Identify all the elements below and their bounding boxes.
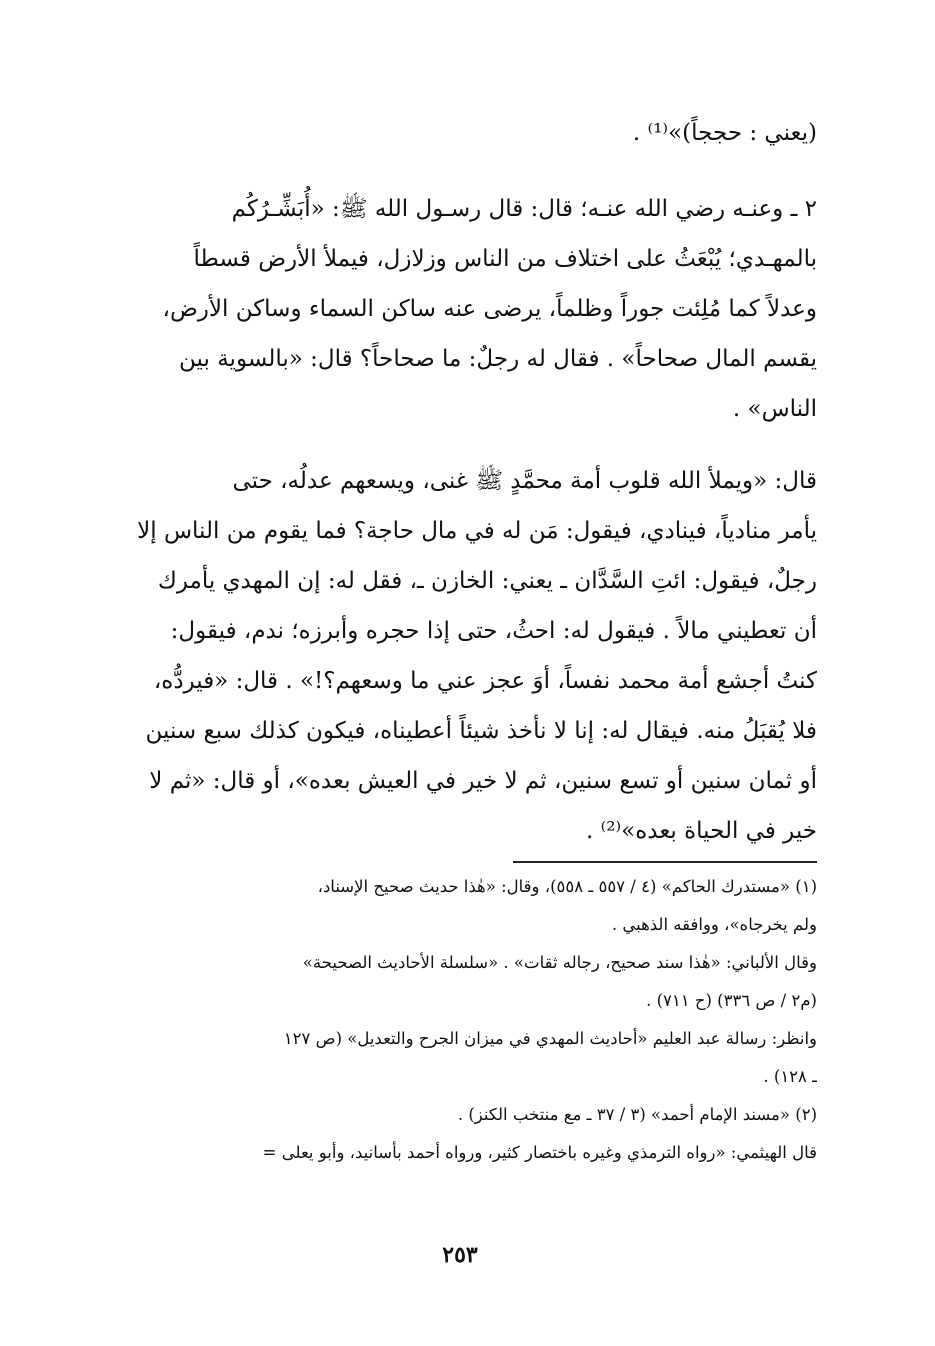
text-line: ٢ ـ وعنـه رضي الله عنـه؛ قال: قال رسـول الله ﷺ: «أُبَشِّـرُكُم xyxy=(231,196,817,222)
text-line: (يعني : حججاً)»⁽¹⁾ . xyxy=(632,120,817,146)
text-line: أن تعطيني مالاً . فيقول له: احثُ، حتى إذا حجره وأبرزه؛ ندم، فيقول: xyxy=(170,618,817,644)
text-line: الناس» . xyxy=(732,396,817,422)
footnote-line: ولم يخرجاه»، ووافقه الذهبي . xyxy=(611,915,817,934)
footnotes xyxy=(75,868,817,1172)
footnote-line: (١) «مستدرك الحاكم» (٤ / ٥٥٧ ـ ٥٥٨)، وقال: «هٰذا حديث صحيح الإسناد، xyxy=(317,877,817,896)
text-line: فلا يُقبَلُ منه. فيقال له: إنا لا نأخذ شيئاً أعطيناه، فيكون كذلك سبع سنين xyxy=(145,718,817,744)
footnote-line: ـ ١٢٨) . xyxy=(763,1067,817,1086)
footnote-line: قال الهيثمي: «رواه الترمذي وغيره باختصار كثير، ورواه أحمد بأسانيد، وأبو يعلى = xyxy=(262,1143,817,1162)
page-number: ٢٥٣ xyxy=(442,1242,478,1268)
intro-line xyxy=(95,108,817,158)
footnote-line: (م٢ / ص ٣٣٦) (ح ٧١١) . xyxy=(646,991,817,1010)
text-line: يأمر منادياً، فينادي، فيقول: مَن له في مال حاجة؟ فما يقوم من الناس إلا xyxy=(137,518,817,544)
main-text xyxy=(95,108,817,878)
footnote-line: (٢) «مسند الإمام أحمد» (٣ / ٣٧ ـ مع منتخب الكنز) . xyxy=(457,1105,817,1124)
text-line: بالمهـدي؛ يُبْعَثُ على اختلاف من الناس وزلازل، فيملأ الأرض قسطاً xyxy=(193,246,817,272)
text-line: وعدلاً كما مُلِئت جوراً وظلماً، يرضى عنه ساكن السماء وساكن الأرض، xyxy=(162,296,817,322)
text-line: رجلٌ، فيقول: ائتِ السَّدَّان ـ يعني: الخازن ـ، فقل له: إن المهدي يأمرك xyxy=(157,568,817,594)
footnote-line: وقال الألباني: «هٰذا سند صحيح، رجاله ثقات» . «سلسلة الأحاديث الصحيحة» xyxy=(302,953,817,972)
footnote-line: وانظر: رسالة عبد العليم «أحاديث المهدي في ميزان الجرح والتعديل» (ص ١٢٧ xyxy=(283,1029,817,1048)
hadith-2-paragraph xyxy=(95,184,817,434)
text-line: كنتُ أجشع أمة محمد نفساً، أوَ عجز عني ما وسعهم؟!» . قال: «فيردُّه، xyxy=(153,668,817,694)
text-line: يقسم المال صحاحاً» . فقال له رجلٌ: ما صحاحاً؟ قال: «بالسوية بين xyxy=(179,346,817,372)
text-line: أو ثمان سنين أو تسع سنين، ثم لا خير في العيش بعده»، أو قال: «ثم لا xyxy=(149,768,817,794)
footnote-separator xyxy=(513,861,817,863)
text-line: قال: «ويملأ الله قلوب أمة محمَّدٍ ﷺ غنى، ويسعهم عدلُه، حتى xyxy=(232,468,817,494)
text-line: خير في الحياة بعده»⁽²⁾ . xyxy=(585,818,817,844)
hadith-2-continuation-paragraph xyxy=(95,456,817,856)
